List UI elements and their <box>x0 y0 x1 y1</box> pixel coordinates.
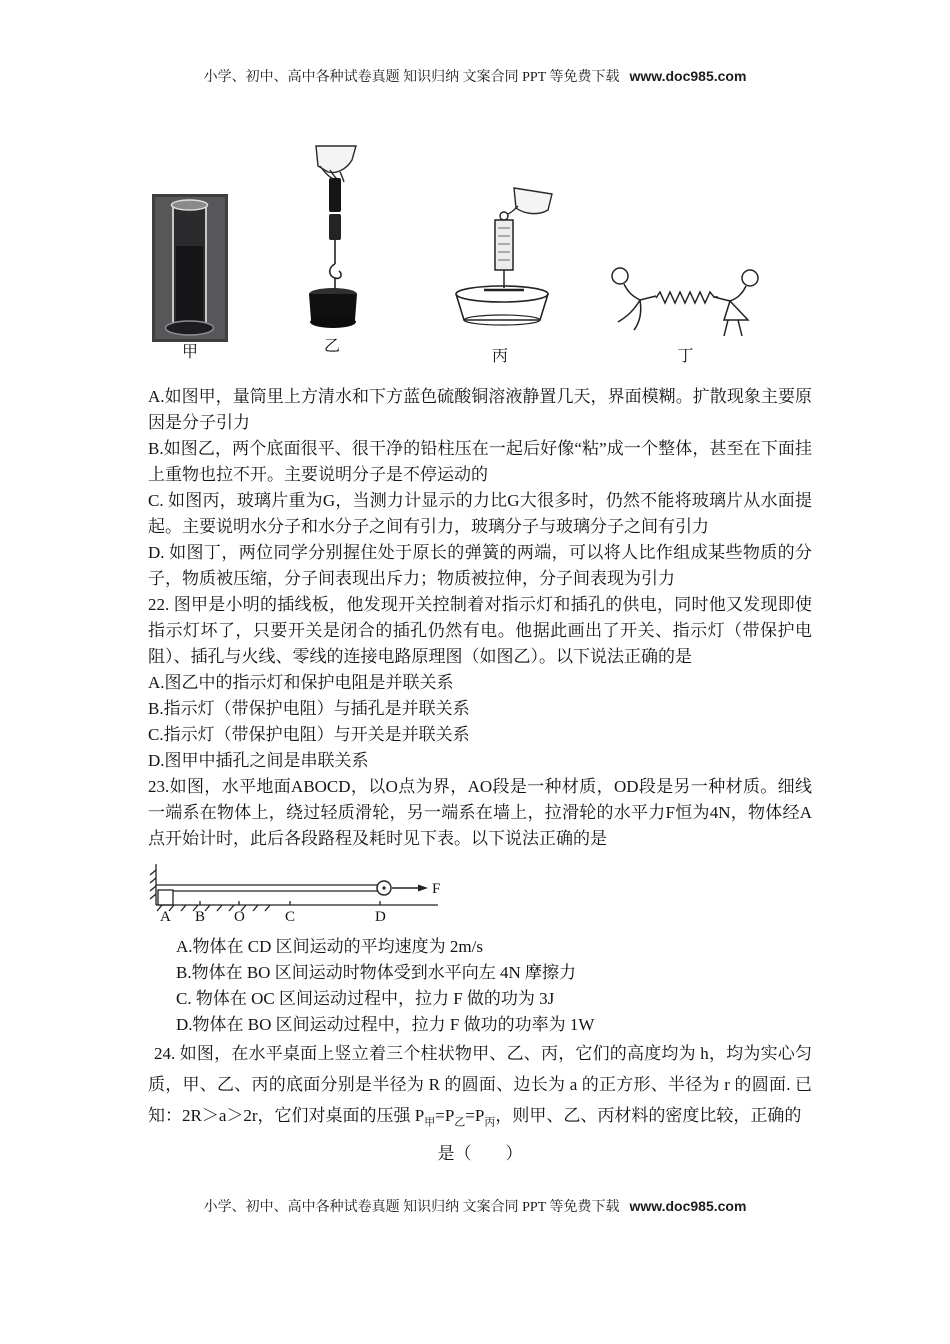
q23-diagram-drawing <box>148 860 448 926</box>
svg-text:C: C <box>285 909 296 925</box>
figure-jia <box>152 194 228 362</box>
page-header <box>0 66 950 86</box>
q23-stem: 23.如图，水平地面ABOCD，以O点为界，AO段是一种材质，OD段是另一种材质。细线一端系在物体上，绕过轻质滑轮，另一端系在墙上，拉滑轮的水平力F恒为4N，物体经A点开始计时，此后各段路程及耗时见下表。以下说法正确的是 <box>148 777 812 848</box>
measuring-cylinder-photo <box>152 194 228 342</box>
spring-pulling-kids-illustration <box>598 258 773 346</box>
q21-option-a: A.如图甲，量筒里上方清水和下方蓝色硫酸铜溶液静置几天，界面模糊。扩散现象主要原因是分子引力 <box>148 387 812 432</box>
q23-option-b: B.物体在 BO 区间运动时物体受到水平向左 4N 摩擦力 <box>176 963 576 982</box>
q22-option-b: B.指示灯（带保护电阻）与插孔是并联关系 <box>148 699 470 718</box>
q24-tail: 是（ ） <box>437 1144 523 1164</box>
q22-option-d: D.图甲中插孔之间是串联关系 <box>148 751 369 770</box>
figure-bing <box>444 184 556 366</box>
figure-label: 丁 <box>677 348 694 365</box>
pressure-subscript-jia: 甲 <box>424 1116 436 1129</box>
q24-stem-text-a: 24. 如图，在水平桌面上竖立着三个柱状物甲、乙、丙，它们的高度均为 h，均为实心匀质，甲、乙、丙的底面分别是半径为 R 的圆面、边长为 a 的正方形、半径为 r 的圆面. 已知：2R＞a＞2r，它们对桌面的压强 P <box>148 1044 812 1125</box>
q24-stem-text-b: ，则甲、乙、丙材料的密度比较，正确的 <box>495 1106 802 1125</box>
header-url: www.doc985.com <box>629 68 747 84</box>
lead-cylinders-illustration <box>286 144 378 336</box>
q23-force-arrow <box>392 885 428 892</box>
page-footer <box>0 1196 950 1216</box>
q23-option-a: A.物体在 CD 区间运动的平均速度为 2m/s <box>176 937 483 956</box>
q23-option-d: D.物体在 BO 区间运动过程中，拉力 F 做功的功率为 1W <box>176 1015 595 1034</box>
svg-text:D: D <box>375 909 386 925</box>
spring-scale-illustration <box>444 184 556 346</box>
figure-label: 丙 <box>491 348 508 365</box>
q24-eq2: =P <box>465 1106 485 1125</box>
svg-text:A: A <box>160 909 171 925</box>
q24-eq1: =P <box>435 1106 455 1125</box>
figure-ding <box>598 258 773 366</box>
figure-strip <box>148 138 812 380</box>
svg-text:F: F <box>432 881 441 897</box>
svg-text:B: B <box>195 909 206 925</box>
q23-option-c: C. 物体在 OC 区间运动过程中，拉力 F 做的功为 3J <box>176 989 555 1008</box>
svg-text:O: O <box>234 909 245 925</box>
pressure-subscript-yi: 乙 <box>454 1116 466 1129</box>
footer-text: 小学、初中、高中各种试卷真题 知识归纳 文案合同 PPT 等免费下载 <box>203 1200 620 1215</box>
question-content <box>148 384 812 1169</box>
q21-option-d: D. 如图丁，两位同学分别握住处于原长的弹簧的两端，可以将人比作组成某些物质的分子，物质被压缩，分子间表现出斥力；物质被拉伸，分子间表现为引力 <box>148 543 812 588</box>
q22-option-a: A.图乙中的指示灯和保护电阻是并联关系 <box>148 673 454 692</box>
pressure-subscript-bing: 丙 <box>484 1116 496 1129</box>
figure-label: 乙 <box>323 338 340 355</box>
q24-stem <box>148 1038 812 1138</box>
q21-option-c: C. 如图丙，玻璃片重为G，当测力计显示的力比G大很多时，仍然不能将玻璃片从水面提起。主要说明水分子和水分子之间有引力，玻璃分子与玻璃分子之间有引力 <box>148 491 812 536</box>
q21-option-b: B.如图乙，两个底面很平、很干净的铅柱压在一起后好像“粘”成一个整体，甚至在下面挂上重物也拉不开。主要说明分子是不停运动的 <box>148 439 812 484</box>
footer-url: www.doc985.com <box>629 1198 747 1214</box>
q22-stem: 22. 图甲是小明的插线板，他发现开关控制着对指示灯和插孔的供电，同时他又发现即使指示灯坏了，只要开关是闭合的插孔仍然有电。他据此画出了开关、指示灯（带保护电阻）、插孔与火线、零线的连接电路原理图（如图乙）。以下说法正确的是 <box>148 595 812 666</box>
figure-yi <box>286 144 378 356</box>
q23-diagram <box>148 860 812 926</box>
figure-label: 甲 <box>181 344 198 361</box>
q22-option-c: C.指示灯（带保护电阻）与开关是并联关系 <box>148 725 470 744</box>
header-text: 小学、初中、高中各种试卷真题 知识归纳 文案合同 PPT 等免费下载 <box>203 70 620 85</box>
q23-pulley <box>377 881 391 895</box>
